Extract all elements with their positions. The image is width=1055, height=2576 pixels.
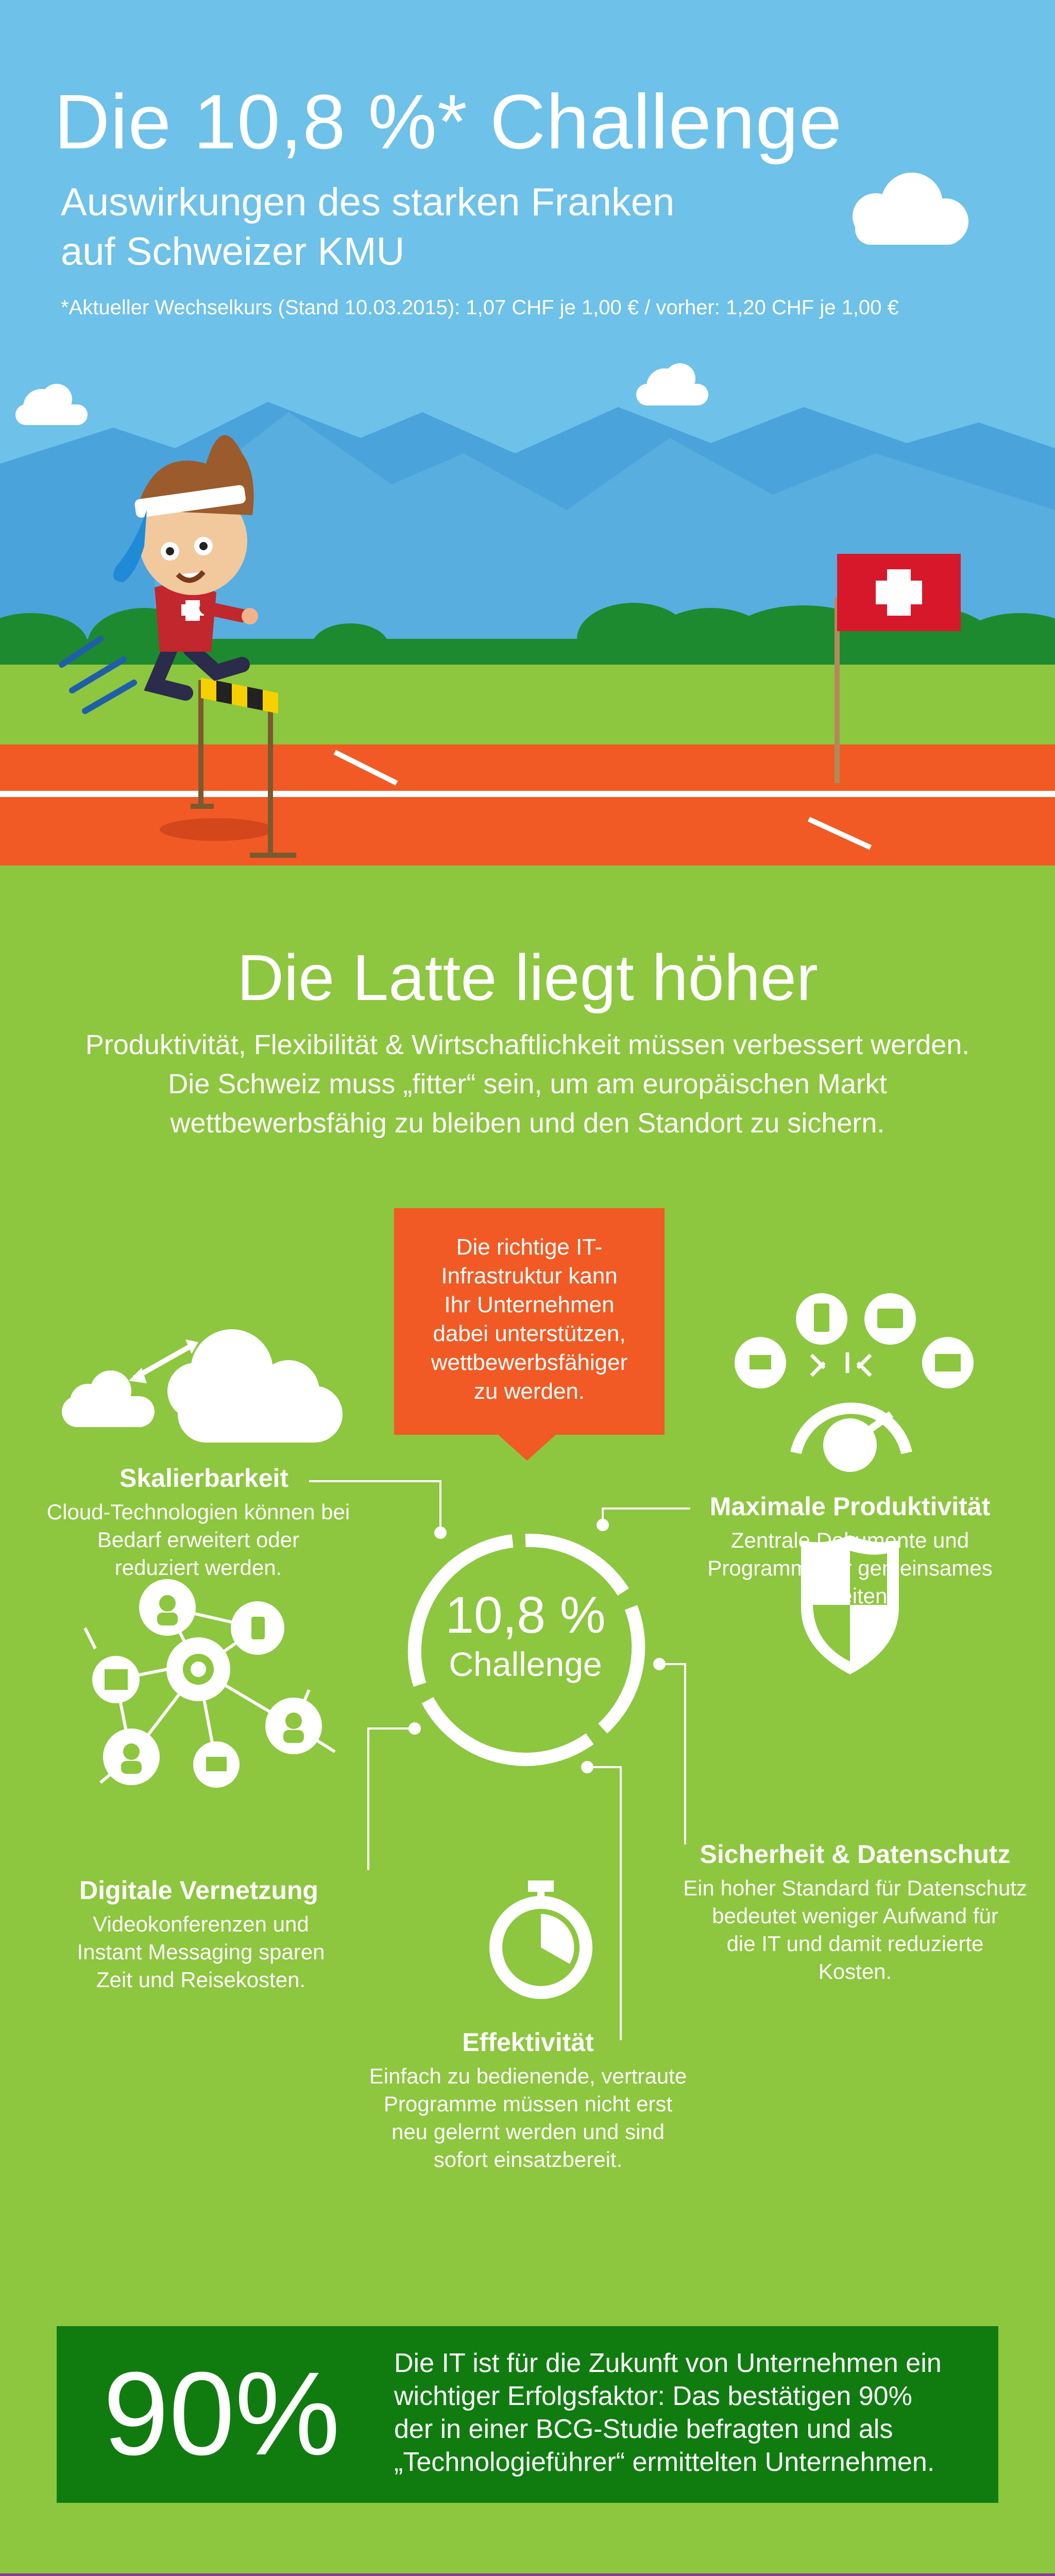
desc-line: sofort einsatzbereit. [433, 2147, 623, 2172]
callout-line-4: dabei unterstützen, [433, 1321, 626, 1346]
desc-line: Arbeiten. [806, 1584, 894, 1608]
callout-line-3: Ihr Unternehmen [444, 1292, 615, 1317]
feature-effectiveness-desc [358, 2062, 698, 2174]
feature-scalability [31, 1463, 366, 1582]
stat-line: „Technologieführer“ ermittelten Unternehmen. [394, 2447, 935, 2477]
stat-line: Die IT ist für die Zukunft von Unternehmen ein [394, 2348, 942, 2378]
feature-security-desc [670, 1874, 1041, 1986]
footer [0, 2573, 1055, 2576]
desc-line: Bedarf erweitert oder [97, 1528, 300, 1552]
feature-productivity-desc [685, 1527, 1015, 1610]
cloud-right [853, 173, 968, 245]
feature-effectiveness-title: Effektivität [462, 2028, 594, 2057]
desc-line: bedeutet weniger Aufwand für [712, 1904, 998, 1928]
intro-line-1: Produktivität, Flexibilität & Wirtschaftlichkeit müssen verbessert werden. [85, 1029, 970, 1060]
subtitle-line-1: Auswirkungen des starken Franken [61, 180, 675, 224]
cloud-middle [636, 363, 708, 405]
feature-productivity-title: Maximale Produktivität [709, 1492, 991, 1521]
section-title: Die Latte liegt höher [237, 941, 818, 1014]
desc-line: Programme müssen nicht erst [383, 2092, 673, 2116]
callout-line-1: Die richtige IT- [456, 1234, 603, 1260]
desc-line: Ein hoher Standard für Datenschutz [683, 1876, 1027, 1900]
desc-line: Videokonferenzen und [93, 1912, 309, 1936]
desc-line: Einfach zu bedienende, vertraute [369, 2064, 687, 2088]
stat-percent: 90% [103, 2347, 341, 2480]
feature-networking-title: Digitale Vernetzung [79, 1876, 318, 1905]
feature-effectiveness [358, 2027, 698, 2174]
feature-networking-desc [41, 1910, 361, 1994]
desc-line: Zentrale Dokumente und [730, 1528, 969, 1552]
page-subtitle [61, 178, 782, 277]
section-intro [46, 1025, 1009, 1143]
stat-line: wichtiger Erfolgsfaktor: Das bestätigen 90% [394, 2381, 912, 2411]
devices-icon [735, 1293, 974, 1472]
intro-line-3: wettbewerbsfähig zu bleiben und den Standort zu sichern. [170, 1108, 885, 1139]
intro-line-2: Die Schweiz muss „fitter“ sein, um am europäischen Markt [168, 1069, 887, 1099]
desc-line: die IT und damit reduzierte [726, 1931, 984, 1956]
stopwatch-icon [489, 1880, 592, 1999]
desc-line: reduziert werden. [114, 1555, 282, 1580]
challenge-number: 10,8 % [445, 1586, 606, 1644]
running-track [0, 744, 1055, 866]
stat-text [394, 2347, 971, 2479]
desc-line: Zeit und Reisekosten. [96, 1968, 306, 1992]
desc-line: Cloud-Technologien können bei [46, 1500, 350, 1524]
feature-scalability-desc [31, 1498, 366, 1582]
callout-line-5: wettbewerbsfähiger [431, 1350, 628, 1375]
cloud-scaling-icon [62, 1329, 343, 1443]
desc-line: Instant Messaging sparen [77, 1940, 325, 1964]
network-icon [85, 1579, 335, 1788]
feature-networking [41, 1875, 361, 1994]
subtitle-line-2: auf Schweizer KMU [61, 230, 405, 274]
feature-productivity [685, 1492, 1015, 1610]
desc-line: neu gelernt werden und sind [391, 2120, 665, 2144]
stat-line: der in einer BCG-Studie befragten und als [394, 2414, 893, 2444]
desc-line: Kosten. [818, 1959, 892, 1984]
desc-line: Programme für gemeinsames [707, 1556, 993, 1580]
feature-security [670, 1839, 1041, 1986]
challenge-label: Challenge [449, 1645, 602, 1683]
page-title: Die 10,8 %* Challenge [54, 78, 843, 165]
exchange-rate-note: *Aktueller Wechselkurs (Stand 10.03.2015): 1,07 CHF je 1,00 € / vorher: 1,20 CHF je 1,00 € [61, 296, 899, 319]
feature-security-title: Sicherheit & Datenschutz [700, 1840, 1011, 1869]
challenge-center [402, 1587, 649, 1685]
cloud-left [15, 384, 88, 425]
callout-line-6: zu werden. [473, 1379, 585, 1404]
feature-scalability-title: Skalierbarkeit [120, 1464, 288, 1493]
callout-line-2: Infrastruktur kann [441, 1263, 618, 1289]
